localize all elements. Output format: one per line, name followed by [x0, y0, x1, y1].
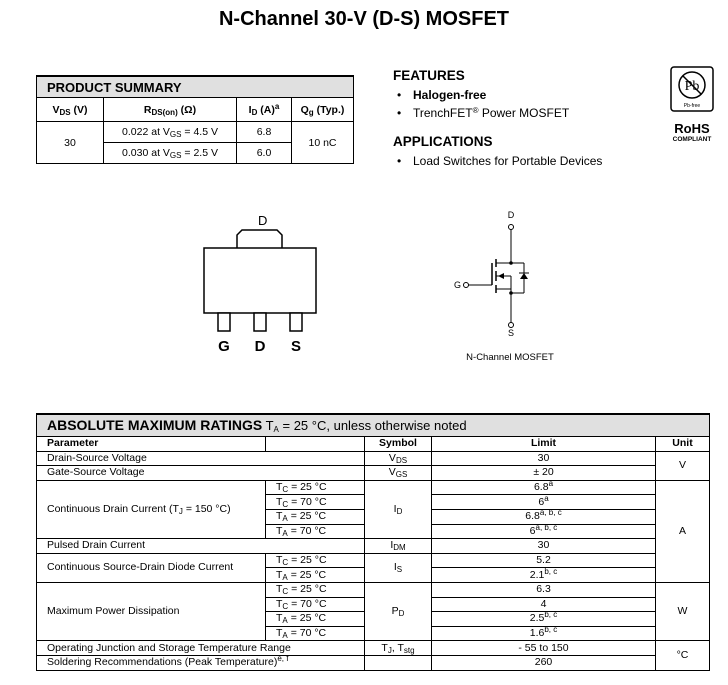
- row-param: Pulsed Drain Current: [37, 539, 365, 554]
- row-limit: 5.2: [432, 553, 656, 568]
- svg-text:G: G: [454, 280, 462, 290]
- pin-label: S: [290, 338, 302, 355]
- row-limit: 6.3: [432, 582, 656, 597]
- applications-heading: APPLICATIONS: [393, 134, 493, 149]
- row-condition: $T_C = 25$ °C: [266, 582, 365, 597]
- row-unit: A: [656, 480, 710, 582]
- row-limit: ± 20: [432, 466, 656, 481]
- vds-value: 30: [37, 122, 104, 164]
- absolute-max-ratings-table: [36, 413, 710, 671]
- row-symbol: $I_D$: [365, 480, 432, 538]
- row-param: Operating Junction and Storage Temperature Range: [37, 641, 365, 656]
- features-section: [393, 68, 623, 172]
- rohs-label: RoHS: [674, 121, 710, 136]
- svg-text:Pb: Pb: [684, 79, 700, 94]
- application-item: • Load Switches for Portable Devices: [397, 154, 603, 168]
- feature-item: • Halogen-free: [397, 88, 487, 102]
- product-summary-heading: PRODUCT SUMMARY: [37, 76, 354, 98]
- row-limit: 6.8$^a$: [432, 480, 656, 495]
- pkg-top-label: D: [258, 213, 268, 228]
- row-condition: $T_A = 25$ °C: [266, 509, 365, 524]
- rds-value: 0.022 at $V_{GS} = 4.5$ V: [104, 122, 237, 143]
- row-param: Continuous Source-Drain Diode Current: [37, 553, 266, 582]
- product-summary-table: [36, 75, 354, 164]
- col-symbol: Symbol: [365, 437, 432, 452]
- package-drawing: [190, 210, 340, 360]
- row-unit: °C: [656, 641, 710, 670]
- row-condition: $T_A = 25$ °C: [266, 612, 365, 627]
- row-symbol: $I_S$: [365, 553, 432, 582]
- row-condition: $T_C = 25$ °C: [266, 480, 365, 495]
- row-limit: 30: [432, 539, 656, 554]
- col-unit: Unit: [656, 437, 710, 452]
- row-param: Soldering Recommendations (Peak Temperature)$^{e, f}$: [37, 655, 365, 670]
- row-condition: $T_C = 70$ °C: [266, 597, 365, 612]
- row-param: Maximum Power Dissipation: [37, 582, 266, 640]
- row-limit: 4: [432, 597, 656, 612]
- row-symbol: $V_{DS}$: [365, 451, 432, 466]
- row-symbol: $I_{DM}$: [365, 539, 432, 554]
- col-qg: $Q_g$ (Typ.): [292, 98, 354, 122]
- col-id: $I_D$ $(A)^a$: [237, 98, 292, 122]
- row-unit: V: [656, 451, 710, 480]
- row-condition: $T_A = 70$ °C: [266, 626, 365, 641]
- row-condition: $T_C = 25$ °C: [266, 553, 365, 568]
- features-heading: FEATURES: [393, 68, 465, 83]
- svg-text:D: D: [507, 210, 515, 220]
- rds-value: 0.030 at $V_{GS} = 2.5$ V: [104, 143, 237, 164]
- row-unit: W: [656, 582, 710, 640]
- row-param: Continuous Drain Current ($T_J = 150$ °C): [37, 480, 266, 538]
- page-title: N-Channel 30-V (D-S) MOSFET: [218, 8, 509, 30]
- row-param: Drain-Source Voltage: [37, 451, 365, 466]
- row-condition: $T_A = 70$ °C: [266, 524, 365, 539]
- rohs-badge: [668, 66, 716, 143]
- row-limit: 260: [432, 655, 656, 670]
- row-param: Gate-Source Voltage: [37, 466, 365, 481]
- row-condition: $T_C = 70$ °C: [266, 495, 365, 510]
- symbol-caption: N-Channel MOSFET: [466, 352, 554, 363]
- row-condition: $T_A = 25$ °C: [266, 568, 365, 583]
- qg-value: 10 nC: [292, 122, 354, 164]
- amr-heading: ABSOLUTE MAXIMUM RATINGS $T_A = 25$ °C, unless otherwise noted: [37, 414, 710, 437]
- svg-text:S: S: [507, 328, 515, 338]
- col-vds: $V_{DS}$ (V): [37, 98, 104, 122]
- row-limit: - 55 to 150: [432, 641, 656, 656]
- row-symbol: $P_D$: [365, 582, 432, 640]
- row-limit: 2.5$^{b, c}$: [432, 612, 656, 627]
- svg-text:Pb-free: Pb-free: [683, 103, 701, 109]
- row-limit: 6$^a$: [432, 495, 656, 510]
- rohs-sub: COMPLIANT: [672, 136, 712, 143]
- col-rds: $R_{DS(on)}$ (Ω): [104, 98, 237, 122]
- col-parameter: Parameter: [37, 437, 266, 452]
- feature-item: • TrenchFET® Power MOSFET: [397, 106, 570, 120]
- id-value: 6.8: [237, 122, 292, 143]
- row-symbol: $V_{GS}$: [365, 466, 432, 481]
- col-limit: Limit: [432, 437, 656, 452]
- pin-label: D: [254, 338, 266, 355]
- row-limit: 1.6$^{b, c}$: [432, 626, 656, 641]
- id-value: 6.0: [237, 143, 292, 164]
- pin-label: G: [218, 338, 230, 355]
- row-limit: 30: [432, 451, 656, 466]
- row-limit: 6.8$^{a, b, c}$: [432, 509, 656, 524]
- row-limit: 6$^{a, b, c}$: [432, 524, 656, 539]
- row-symbol: $T_J$, $T_{stg}$: [365, 641, 432, 656]
- mosfet-symbol: [440, 205, 570, 370]
- row-limit: 2.1$^{b, c}$: [432, 568, 656, 583]
- row-symbol: [365, 655, 432, 670]
- pb-free-icon: [670, 66, 714, 112]
- col-condition: [266, 437, 365, 452]
